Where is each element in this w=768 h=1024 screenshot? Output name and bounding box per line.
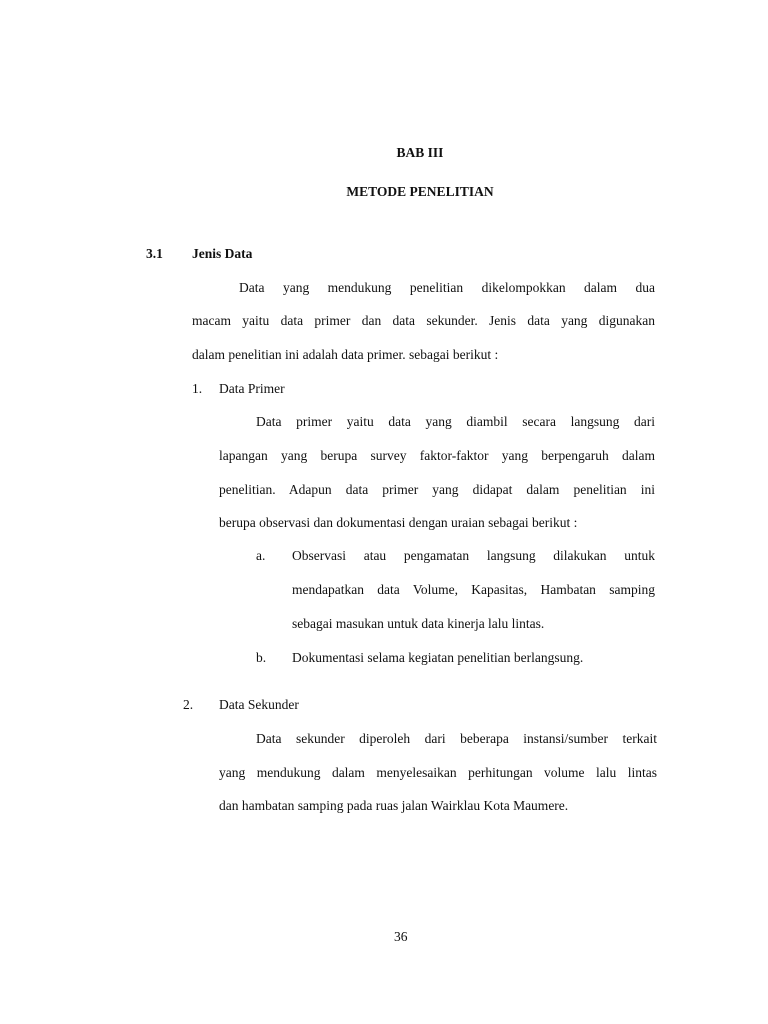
section-number: 3.1 bbox=[146, 246, 163, 261]
item1-title: Data Primer bbox=[219, 381, 285, 396]
item2-line-3: dan hambatan samping pada ruas jalan Wairklau Kota Maumere. bbox=[219, 798, 569, 813]
item1-number: 1. bbox=[192, 381, 203, 396]
item1-line-3: penelitian. Adapun data primer yang didapat dalam penelitian ini bbox=[219, 482, 655, 497]
item2-title: Data Sekunder bbox=[219, 697, 299, 712]
page-number: 36 bbox=[394, 929, 408, 944]
intro-line-3: dalam penelitian ini adalah data primer. sebagai berikut : bbox=[192, 347, 499, 362]
sub-b-line-1: Dokumentasi selama kegiatan penelitian berlangsung. bbox=[292, 650, 584, 665]
sub-a-line-3: sebagai masukan untuk data kinerja lalu lintas. bbox=[292, 616, 545, 631]
section-title: Jenis Data bbox=[192, 246, 253, 261]
item1-line-4: berupa observasi dan dokumentasi dengan uraian sebagai berikut : bbox=[219, 515, 578, 530]
sub-a-letter: a. bbox=[256, 548, 266, 563]
intro-line-1: Data yang mendukung penelitian dikelompokkan dalam dua bbox=[239, 280, 655, 295]
item1-line-2: lapangan yang berupa survey faktor-faktor yang berpengaruh dalam bbox=[219, 448, 655, 463]
chapter-title: METODE PENELITIAN bbox=[346, 184, 494, 199]
item2-line-2: yang mendukung dalam menyelesaikan perhitungan volume lalu lintas bbox=[219, 765, 657, 780]
sub-a-line-2: mendapatkan data Volume, Kapasitas, Hambatan samping bbox=[292, 582, 655, 597]
item2-number: 2. bbox=[183, 697, 194, 712]
sub-a-line-1: Observasi atau pengamatan langsung dilakukan untuk bbox=[292, 548, 655, 563]
chapter-label: BAB III bbox=[396, 145, 444, 160]
item1-line-1: Data primer yaitu data yang diambil secara langsung dari bbox=[256, 414, 655, 429]
sub-b-letter: b. bbox=[256, 650, 267, 665]
item2-line-1: Data sekunder diperoleh dari beberapa instansi/sumber terkait bbox=[256, 731, 657, 746]
intro-line-2: macam yaitu data primer dan data sekunder. Jenis data yang digunakan bbox=[192, 313, 655, 328]
